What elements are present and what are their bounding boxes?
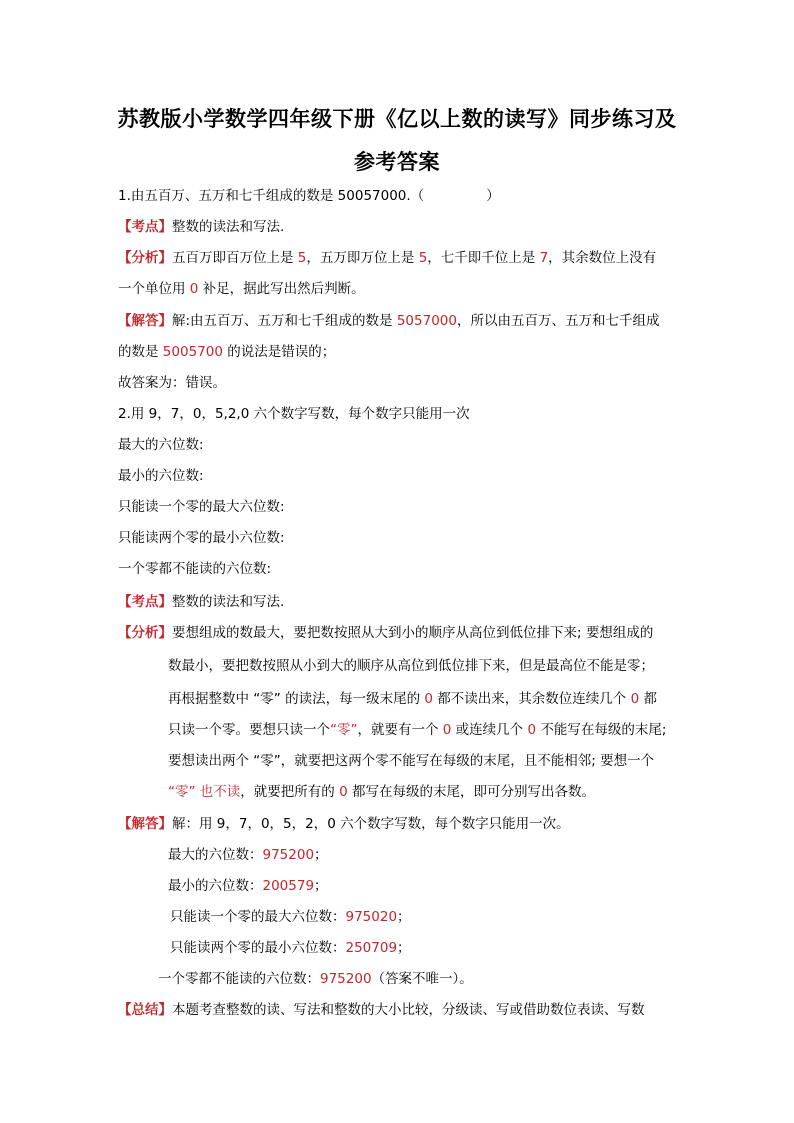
answer-end: ； (397, 909, 411, 925)
answer-end: ； (314, 878, 328, 894)
highlight-number: 0 (424, 691, 433, 707)
q1-jieda-line2 (118, 342, 335, 362)
answer-value: 975200 (262, 847, 315, 863)
answer-end: ； (397, 940, 411, 956)
jieda-tag: 【解答】 (118, 313, 172, 329)
zongjie-tag: 【总结】 (118, 1002, 172, 1018)
q1-stem-close: ） (486, 188, 500, 204)
q1-answer: 故答案为：错误。 (118, 375, 226, 391)
q2-answer-line (168, 845, 328, 865)
q2-fenxi-line1 (118, 623, 653, 643)
q1-stem (118, 186, 500, 206)
text-fragment: 都不读出来，其余数位连续几个 (432, 691, 631, 707)
text-fragment: 再根据整数中 “零” 的读法，每一级末尾的 (168, 691, 425, 707)
highlight-number: 7 (539, 250, 549, 266)
q2-zongjie (118, 1000, 645, 1020)
text-fragment: ，所以由五百万、五万和七千组成 (456, 313, 660, 329)
highlight-number: 0 (630, 691, 640, 707)
answer-label: 一个零都不能读的六位数： (158, 971, 320, 987)
highlight-number: 0 (189, 281, 199, 297)
q2-answer-line (168, 876, 328, 896)
q2-prompt: 最小的六位数: (118, 468, 204, 484)
text-fragment: 都 (639, 691, 657, 707)
text-fragment: 解:由五百万、五万和七千组成的数是 (172, 313, 397, 329)
q2-fenxi-line5: 要想读出两个 “零”，就要把这两个零不能写在每级的末尾，且不能相邻; 要想一个 (168, 753, 655, 769)
q2-kaodian (118, 592, 284, 612)
highlight-number: 0 (527, 722, 537, 738)
q2-fenxi-line6 (168, 782, 595, 802)
text-fragment: 都写在每级的末尾，即可分别写出各数。 (347, 784, 595, 800)
answer-value: 975020 (345, 909, 398, 925)
kaodian-tag: 【考点】 (118, 594, 172, 610)
text-fragment: 五百万即百万位上是 (172, 250, 298, 266)
text-fragment: 不能写在每级的末尾; (536, 722, 667, 738)
q2-jieda-intro (118, 814, 570, 834)
text-fragment: 补足，据此写出然后判断。 (198, 281, 365, 297)
highlight-text: “零” (330, 722, 358, 738)
kaodian-tag: 【考点】 (118, 219, 172, 235)
text-fragment: ，其余数位上没有 (548, 250, 657, 266)
q2-answer-line (170, 938, 411, 958)
q2-answer-line (170, 907, 411, 927)
text-fragment: 或连续几个 (451, 722, 528, 738)
text-fragment: ，五万即万位上是 (306, 250, 419, 266)
q2-prompt: 一个零都不能读的六位数: (118, 561, 272, 577)
q2-fenxi-line2: 数最小，要把数按照从小到大的顺序从高位到低位排下来，但是最高位不能是零； (168, 658, 654, 674)
highlight-number: 5005700 (162, 344, 223, 360)
answer-label: 最大的六位数： (168, 847, 263, 863)
answer-value: 975200 (320, 971, 372, 987)
text-fragment: ，就要把所有的 (240, 784, 340, 800)
answer-value: 200579 (262, 878, 315, 894)
q1-stem-text: 1.由五百万、五万和七千组成的数是 50057000.（ (118, 188, 425, 204)
answer-label: 只能读两个零的最小六位数： (170, 940, 346, 956)
highlight-number: 0 (339, 784, 348, 800)
highlight-number: 5 (297, 250, 307, 266)
q2-answer-line (158, 969, 473, 989)
q1-jieda-line1 (118, 311, 659, 331)
text-fragment: 解：用 9，7，0，5，2，0 六个数字写数，每个数字只能用一次。 (172, 816, 570, 832)
text-fragment: ，就要有一个 (357, 722, 443, 738)
text-fragment: 只读一个零。要想只读一个 (168, 722, 330, 738)
answer-end: ； (314, 847, 328, 863)
highlight-number: 0 (442, 722, 452, 738)
q2-prompt: 最大的六位数: (118, 437, 204, 453)
text-fragment: 的数是 (118, 344, 163, 360)
document-title-line1: 苏教版小学数学四年级下册《亿以上数的读写》同步练习及 (117, 106, 677, 131)
text-fragment: ，七千即千位上是 (427, 250, 540, 266)
q1-fenxi-line2 (118, 279, 365, 299)
text-fragment: 的说法是错误的； (222, 344, 336, 360)
fenxi-tag: 【分析】 (118, 250, 172, 266)
highlight-number: 5 (418, 250, 428, 266)
q2-kaodian-text: 整数的读法和写法. (172, 594, 285, 610)
q2-fenxi-line3 (168, 689, 657, 709)
jieda-tag: 【解答】 (118, 816, 172, 832)
q2-stem: 2.用 9，7，0，5,2,0 六个数字写数，每个数字只能用一次 (118, 406, 470, 422)
q2-prompt: 只能读一个零的最大六位数: (118, 499, 285, 515)
highlight-text: “零” 也不读 (168, 784, 241, 800)
document-title-line2: 参考答案 (354, 149, 440, 174)
fenxi-tag: 【分析】 (118, 625, 172, 641)
answer-end: （答案不唯一）。 (371, 971, 473, 987)
answer-label: 只能读一个零的最大六位数： (170, 909, 346, 925)
q2-prompt: 只能读两个零的最小六位数: (118, 530, 285, 546)
highlight-number: 5057000 (396, 313, 457, 329)
text-fragment: 要想组成的数最大，要把数按照从大到小的顺序从高位到低位排下来; 要想组成的 (172, 625, 654, 641)
q1-kaodian (118, 217, 284, 237)
q2-fenxi-line4 (168, 720, 666, 740)
text-fragment: 本题考查整数的读、写法和整数的大小比较，分级读、写或借助数位表读、写数 (172, 1002, 645, 1018)
q1-kaodian-text: 整数的读法和写法. (172, 219, 285, 235)
text-fragment: 一个单位用 (118, 281, 190, 297)
answer-label: 最小的六位数： (168, 878, 263, 894)
answer-value: 250709 (345, 940, 398, 956)
q1-fenxi-line1 (118, 248, 656, 268)
